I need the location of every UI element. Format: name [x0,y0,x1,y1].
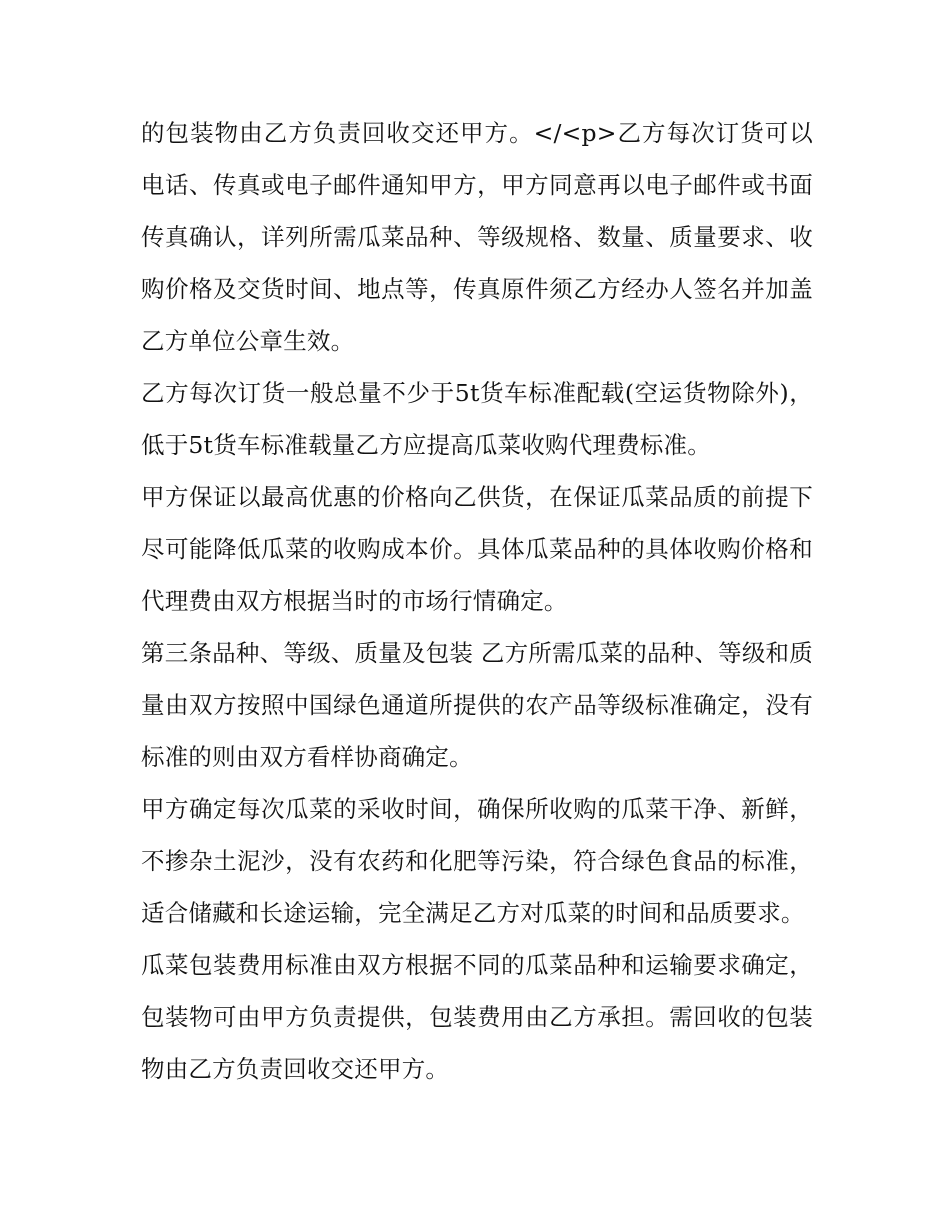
paragraph-order-volume: 乙方每次订货一般总量不少于5t货车标准配载(空运货物除外)，低于5t货车标准载量乙方应提高瓜菜收购代理费标准。 [141,379,813,459]
paragraph-pricing: 甲方保证以最高优惠的价格向乙供货，在保证瓜菜品质的前提下尽可能降低瓜菜的收购成本价。具体瓜菜品种的具体收购价格和代理费由双方根据当时的市场行情确定。 [141,483,813,615]
paragraph-article-three: 第三条品种、等级、质量及包装 乙方所需瓜菜的品种、等级和质量由双方按照中国绿色通道所提供的农产品等级标准确定，没有标准的则由双方看样协商确定。 [141,639,813,771]
paragraph-packaging-return-and-ordering: 的包装物由乙方负责回收交还甲方。</<p>乙方每次订货可以电话、传真或电子邮件通知甲方，甲方同意再以电子邮件或书面传真确认，详列所需瓜菜品种、等级规格、数量、质量要求、收购价格及交货时间、地点等，传真原件须乙方经办人签名并加盖乙方单位公章生效。 [141,119,813,355]
paragraph-packaging-cost: 瓜菜包装费用标准由双方根据不同的瓜菜品种和运输要求确定，包装物可由甲方负责提供，包装费用由乙方承担。需回收的包装物由乙方负责回收交还甲方。 [141,951,813,1083]
document-body [141,107,813,1095]
paragraph-harvest-quality: 甲方确定每次瓜菜的采收时间，确保所收购的瓜菜干净、新鲜，不掺杂土泥沙，没有农药和化肥等污染，符合绿色食品的标准，适合储藏和长途运输，完全满足乙方对瓜菜的时间和品质要求。 [141,795,813,927]
